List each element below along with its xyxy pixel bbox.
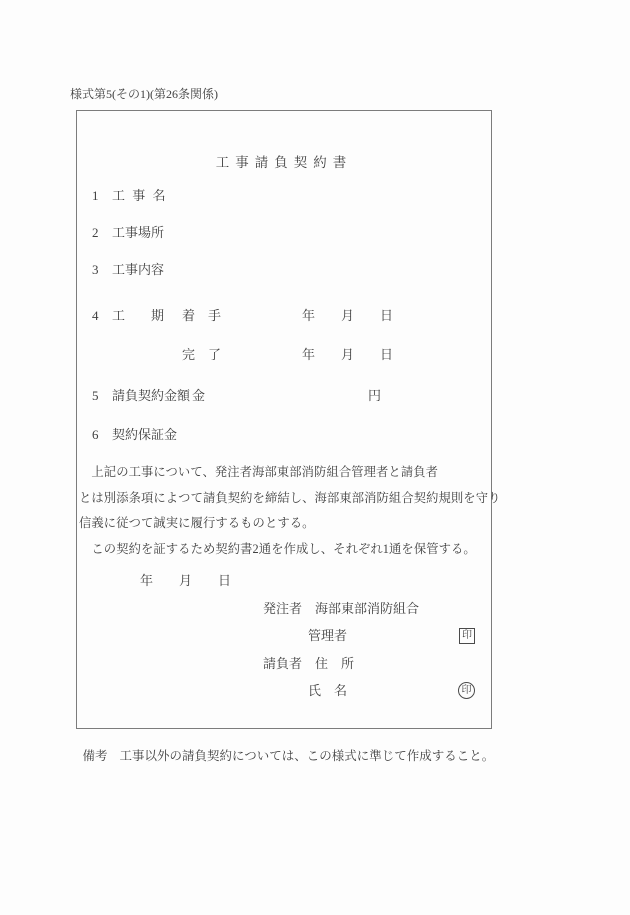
item-2-label-work-location: 工事場所 [112,225,165,240]
item-5-number: 5 [92,388,99,403]
issuer-seal-stamp: 印 [459,628,475,644]
item-4-number: 4 [92,308,99,323]
contractor-address-line: 請負者 住 所 [263,656,355,671]
remarks-note [70,735,494,777]
work-period-start-date-placeholder: 年 月 日 [302,308,394,323]
body-line-4: この契約を証するため契約書2通を作成し、それぞれ1通を保管する。 [79,541,476,556]
contract-amount-suffix-yen: 円 [368,388,382,403]
contract-title: 工事請負契約書 [215,155,353,170]
form-code-label: 様式第5(その1)(第26条関係) [70,87,218,101]
body-line-2: とは別添条項によつて請負契約を締結し、海部東部消防組合契約規則を守り [79,490,501,505]
item-3-label-work-content: 工事内容 [112,262,165,277]
contract-form-border-box [76,110,501,729]
item-3-number: 3 [92,262,99,277]
contractor-seal-stamp: 印 [458,682,475,699]
item-2-number: 2 [92,225,99,240]
issuer-line: 発注者 海部東部消防組合 [263,601,420,616]
contractor-name-label: 氏 名 [308,683,348,698]
item-6-label-contract-deposit: 契約保証金 [112,427,178,442]
body-line-1: 上記の工事について、発注者海部東部消防組合管理者と請負者 [79,465,439,479]
item-5-label-contract-amount: 請負契約金額 [112,388,191,403]
remarks-text: 工事以外の請負契約については、この様式に準じて作成すること。 [119,749,495,763]
body-line-3: 信義に従つて誠実に履行するものとする。 [79,516,315,531]
remarks-label: 備考 [82,749,108,763]
work-period-end-label: 完 了 [182,347,222,362]
item-1-label-work-name: 工 事 名 [112,188,168,203]
contract-amount-prefix-kin: 金 [192,388,206,403]
item-1-number: 1 [92,188,99,203]
item-6-number: 6 [92,427,99,442]
issuer-role-manager-label: 管理者 [308,628,348,643]
item-4-label-work-period: 工 期 [112,308,165,323]
contract-body-paragraph [79,460,501,562]
work-period-start-label: 着 手 [182,308,222,323]
signature-date-placeholder: 年 月 日 [140,573,232,588]
work-period-end-date-placeholder: 年 月 日 [302,347,394,362]
